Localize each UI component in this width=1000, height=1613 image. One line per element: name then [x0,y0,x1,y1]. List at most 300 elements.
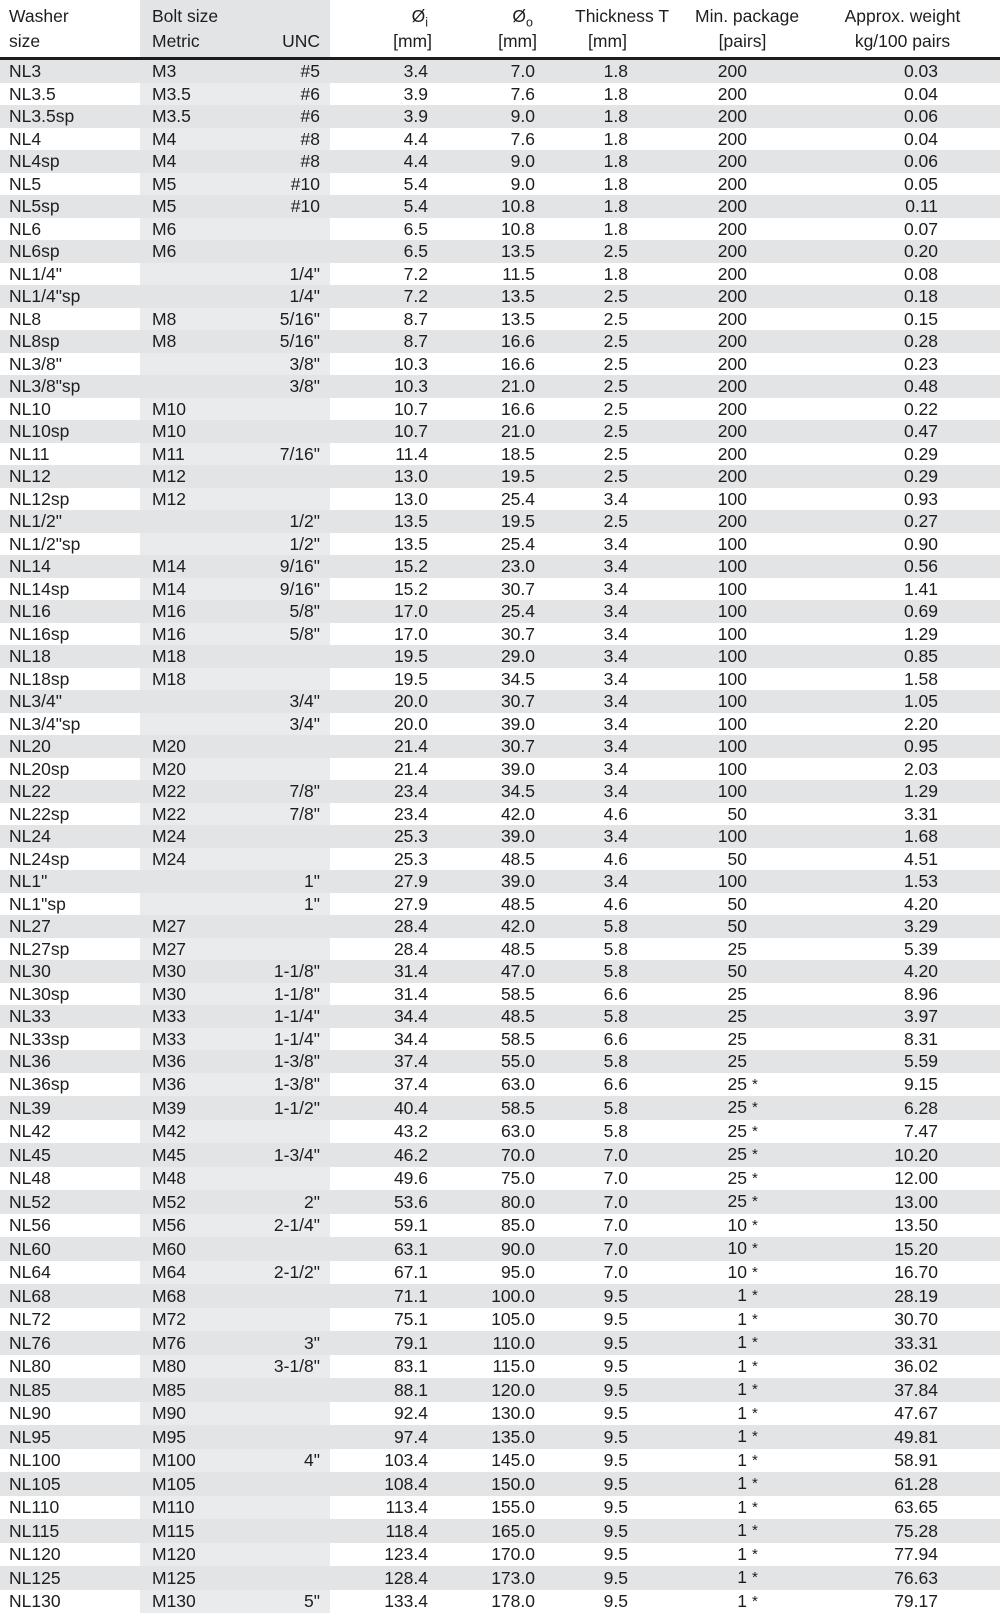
package-star: * [747,1332,772,1355]
bolt-unc-cell [242,1472,330,1496]
thickness-cell: 9.5 [545,1566,640,1590]
bolt-metric-cell: M45 [140,1143,242,1167]
outer-diameter-cell: 115.0 [440,1355,545,1379]
washer-size-cell: NL72 [0,1308,140,1332]
outer-diameter-cell: 58.5 [440,1096,545,1120]
weight-cell: 8.96 [790,983,1000,1006]
table-row [0,173,1000,196]
weight-cell: 63.65 [790,1496,1000,1520]
bolt-metric-cell: M115 [140,1519,242,1543]
table-row [0,915,1000,938]
package-star: * [747,1403,772,1426]
min-package-cell [640,623,790,646]
inner-diameter-cell: 28.4 [330,915,440,938]
min-package-cell [640,1331,790,1355]
inner-diameter-cell: 13.0 [330,488,440,511]
outer-diameter-cell: 13.5 [440,308,545,331]
weight-cell: 13.00 [790,1190,1000,1214]
thickness-cell: 2.5 [545,375,640,398]
table-row [0,1096,1000,1120]
min-package-value: 200 [718,354,747,374]
package-star: * [747,1238,772,1261]
inner-diameter-cell: 40.4 [330,1096,440,1120]
bolt-metric-cell: M22 [140,780,242,803]
outer-diameter-cell: 155.0 [440,1496,545,1520]
thickness-cell: 5.8 [545,1005,640,1028]
thickness-cell: 2.5 [545,353,640,376]
washer-size-cell: NL115 [0,1519,140,1543]
min-package-cell [640,803,790,826]
bolt-unc-cell [242,1402,330,1426]
thickness-cell: 7.0 [545,1143,640,1167]
min-package-cell [640,1120,790,1144]
header-thickness [545,0,640,59]
washer-size-cell: NL95 [0,1425,140,1449]
min-package-value: 10 [728,1215,747,1235]
outer-diameter-symbol: $Ø_o$ [440,4,537,29]
washer-size-cell: NL36 [0,1050,140,1073]
outer-diameter-cell: 30.7 [440,623,545,646]
outer-diameter-cell: 10.8 [440,195,545,218]
thickness-cell: 1.8 [545,105,640,128]
inner-diameter-cell: 37.4 [330,1050,440,1073]
table-row [0,465,1000,488]
bolt-unc-cell: 1" [242,870,330,893]
inner-diameter-cell: 79.1 [330,1331,440,1355]
bolt-unc-cell: 5/8" [242,600,330,623]
inner-diameter-cell: 20.0 [330,713,440,736]
header-min-package-label: Min. package [695,4,790,29]
inner-diameter-cell: 97.4 [330,1425,440,1449]
min-package-value: 200 [718,376,747,396]
table-row [0,240,1000,263]
inner-diameter-cell: 63.1 [330,1237,440,1261]
min-package-cell [640,668,790,691]
min-package-value: 25 [728,1097,747,1117]
weight-cell: 0.04 [790,128,1000,151]
thickness-cell: 9.5 [545,1543,640,1567]
min-package-value: 25 [728,984,747,1004]
bolt-metric-cell: M24 [140,848,242,871]
weight-cell: 33.31 [790,1331,1000,1355]
min-package-cell [640,375,790,398]
table-row [0,1143,1000,1167]
washer-size-cell: NL20sp [0,758,140,781]
bolt-metric-cell: M3 [140,59,242,83]
washer-size-cell: NL8 [0,308,140,331]
min-package-value: 100 [718,691,747,711]
washer-size-cell: NL3/4"sp [0,713,140,736]
outer-diameter-cell: 34.5 [440,780,545,803]
outer-diameter-cell: 80.0 [440,1190,545,1214]
min-package-cell [640,1028,790,1051]
bolt-unc-cell: 3/8" [242,353,330,376]
package-star: * [747,1309,772,1332]
bolt-metric-cell: M64 [140,1261,242,1285]
weight-cell: 1.53 [790,870,1000,893]
bolt-unc-cell: 3" [242,1331,330,1355]
min-package-cell [640,1425,790,1449]
washer-size-cell: NL30 [0,960,140,983]
min-package-cell [640,510,790,533]
bolt-metric-cell: M56 [140,1214,242,1238]
bolt-unc-cell: 5/16" [242,330,330,353]
washer-size-cell: NL3/8"sp [0,375,140,398]
weight-cell: 0.11 [790,195,1000,218]
thickness-cell: 3.4 [545,758,640,781]
weight-cell: 1.41 [790,578,1000,601]
bolt-metric-cell: M48 [140,1167,242,1191]
thickness-cell: 7.0 [545,1190,640,1214]
min-package-value: 1 [737,1426,747,1446]
table-row [0,960,1000,983]
min-package-value: 100 [718,759,747,779]
min-package-cell [640,353,790,376]
washer-size-cell: NL100 [0,1449,140,1473]
weight-cell: 1.58 [790,668,1000,691]
washer-size-cell: NL18 [0,645,140,668]
table-row [0,398,1000,421]
min-package-cell [640,195,790,218]
bolt-unc-cell [242,488,330,511]
outer-diameter-cell: 165.0 [440,1519,545,1543]
outer-diameter-cell: 95.0 [440,1261,545,1285]
thickness-cell: 6.6 [545,1028,640,1051]
bolt-unc-cell: #6 [242,83,330,106]
table-row [0,758,1000,781]
bolt-unc-cell: 3/4" [242,690,330,713]
washer-size-cell: NL39 [0,1096,140,1120]
min-package-value: 200 [718,106,747,126]
package-star: * [747,1144,772,1167]
outer-diameter-cell: 110.0 [440,1331,545,1355]
thickness-cell: 1.8 [545,173,640,196]
washer-size-cell: NL18sp [0,668,140,691]
bolt-metric-cell: M4 [140,150,242,173]
bolt-metric-cell: M33 [140,1028,242,1051]
bolt-unc-cell: 5/8" [242,623,330,646]
bolt-unc-cell [242,1378,330,1402]
weight-cell: 0.47 [790,420,1000,443]
bolt-unc-cell: 1/4" [242,263,330,286]
inner-diameter-cell: 3.4 [330,59,440,83]
min-package-value: 1 [737,1285,747,1305]
table-row [0,600,1000,623]
outer-diameter-cell: 9.0 [440,173,545,196]
inner-diameter-cell: 17.0 [330,623,440,646]
table-row [0,1028,1000,1051]
bolt-unc-cell: #6 [242,105,330,128]
inner-diameter-cell: 8.7 [330,330,440,353]
bolt-metric-cell: M20 [140,758,242,781]
bolt-metric-cell: M52 [140,1190,242,1214]
outer-diameter-cell: 48.5 [440,893,545,916]
bolt-unc-cell: 1-1/2" [242,1096,330,1120]
weight-cell: 0.07 [790,218,1000,241]
header-outer-diameter [440,0,545,59]
bolt-unc-cell [242,668,330,691]
inner-diameter-cell: 25.3 [330,848,440,871]
weight-cell: 77.94 [790,1543,1000,1567]
min-package-cell [640,105,790,128]
header-approx-weight-unit: kg/100 pairs [805,29,1000,54]
bolt-unc-cell [242,240,330,263]
table-row [0,105,1000,128]
table-row [0,893,1000,916]
bolt-metric-cell: M22 [140,803,242,826]
outer-diameter-cell: 23.0 [440,555,545,578]
inner-diameter-cell: 113.4 [330,1496,440,1520]
table-row [0,285,1000,308]
min-package-value: 100 [718,669,747,689]
washer-size-cell: NL68 [0,1284,140,1308]
min-package-cell [640,173,790,196]
weight-cell: 16.70 [790,1261,1000,1285]
table-row [0,983,1000,1006]
weight-cell: 1.05 [790,690,1000,713]
outer-diameter-cell: 150.0 [440,1472,545,1496]
thickness-cell: 1.8 [545,263,640,286]
inner-diameter-cell: 25.3 [330,825,440,848]
weight-cell: 12.00 [790,1167,1000,1191]
thickness-cell: 3.4 [545,735,640,758]
washer-size-cell: NL12 [0,465,140,488]
bolt-unc-cell: #10 [242,195,330,218]
bolt-metric-cell: M120 [140,1543,242,1567]
inner-diameter-cell: 67.1 [330,1261,440,1285]
bolt-metric-cell: M27 [140,915,242,938]
bolt-unc-cell: 1" [242,893,330,916]
bolt-unc-cell [242,465,330,488]
min-package-cell [640,240,790,263]
bolt-metric-cell [140,353,242,376]
bolt-metric-cell: M14 [140,578,242,601]
outer-diameter-cell: 16.6 [440,398,545,421]
bolt-unc-cell: 5" [242,1590,330,1613]
min-package-cell [640,983,790,1006]
package-star: * [747,1097,772,1120]
table-row [0,555,1000,578]
min-package-cell [640,443,790,466]
washer-size-cell: NL33sp [0,1028,140,1051]
min-package-value: 100 [718,781,747,801]
min-package-value: 50 [728,849,747,869]
min-package-cell [640,465,790,488]
min-package-cell [640,690,790,713]
bolt-metric-cell [140,533,242,556]
package-star: * [747,1379,772,1402]
thickness-cell: 3.4 [545,870,640,893]
outer-diameter-cell: 9.0 [440,105,545,128]
bolt-metric-cell: M12 [140,488,242,511]
outer-diameter-cell: 135.0 [440,1425,545,1449]
thickness-cell: 3.4 [545,690,640,713]
min-package-cell [640,1519,790,1543]
weight-cell: 76.63 [790,1566,1000,1590]
washer-size-cell: NL3 [0,59,140,83]
thickness-cell: 3.4 [545,533,640,556]
outer-diameter-cell: 16.6 [440,353,545,376]
thickness-cell: 7.0 [545,1237,640,1261]
min-package-cell [640,1590,790,1613]
bolt-unc-cell: #5 [242,59,330,83]
thickness-cell: 3.4 [545,488,640,511]
thickness-cell: 1.8 [545,128,640,151]
inner-diameter-cell: 15.2 [330,555,440,578]
min-package-value: 100 [718,736,747,756]
thickness-cell: 7.0 [545,1167,640,1191]
bolt-metric-cell: M39 [140,1096,242,1120]
inner-diameter-cell: 34.4 [330,1005,440,1028]
outer-diameter-cell: 170.0 [440,1543,545,1567]
outer-diameter-cell: 58.5 [440,983,545,1006]
inner-diameter-cell: 133.4 [330,1590,440,1613]
bolt-metric-cell: M90 [140,1402,242,1426]
bolt-unc-cell [242,1120,330,1144]
thickness-cell: 3.4 [545,668,640,691]
min-package-cell [640,848,790,871]
thickness-cell: 2.5 [545,443,640,466]
washer-size-cell: NL60 [0,1237,140,1261]
min-package-value: 200 [718,466,747,486]
inner-diameter-cell: 4.4 [330,150,440,173]
bolt-unc-cell: #10 [242,173,330,196]
min-package-value: 1 [737,1450,747,1470]
table-row [0,1566,1000,1590]
bolt-metric-cell: M18 [140,645,242,668]
inner-diameter-cell: 13.5 [330,510,440,533]
min-package-value: 1 [737,1332,747,1352]
table-row [0,1190,1000,1214]
weight-cell: 9.15 [790,1073,1000,1097]
table-header [0,0,1000,59]
washer-size-cell: NL3.5sp [0,105,140,128]
bolt-metric-cell: M125 [140,1566,242,1590]
washer-size-cell: NL27sp [0,938,140,961]
table-row [0,1073,1000,1097]
bolt-metric-cell: M4 [140,128,242,151]
package-star: * [747,1567,772,1590]
min-package-cell [640,1214,790,1238]
weight-cell: 0.06 [790,105,1000,128]
table-body [0,59,1000,1613]
weight-cell: 7.47 [790,1120,1000,1144]
bolt-unc-cell: #8 [242,128,330,151]
bolt-unc-cell: 1-3/8" [242,1073,330,1097]
weight-cell: 36.02 [790,1355,1000,1379]
package-star: * [747,1215,772,1238]
washer-size-cell: NL22sp [0,803,140,826]
washer-size-cell: NL5 [0,173,140,196]
table-row [0,1449,1000,1473]
min-package-value: 100 [718,579,747,599]
thickness-cell: 9.5 [545,1308,640,1332]
min-package-cell [640,825,790,848]
bolt-metric-cell: M60 [140,1237,242,1261]
table-row [0,780,1000,803]
inner-diameter-cell: 27.9 [330,893,440,916]
table-row [0,848,1000,871]
inner-diameter-cell: 13.5 [330,533,440,556]
weight-cell: 0.28 [790,330,1000,353]
min-package-cell [640,555,790,578]
min-package-value: 200 [718,174,747,194]
inner-diameter-cell: 19.5 [330,668,440,691]
table-row [0,1378,1000,1402]
min-package-value: 200 [718,61,747,81]
weight-cell: 37.84 [790,1378,1000,1402]
outer-diameter-cell: 39.0 [440,758,545,781]
inner-diameter-cell: 3.9 [330,105,440,128]
weight-cell: 0.03 [790,59,1000,83]
washer-size-cell: NL3/4" [0,690,140,713]
min-package-value: 1 [737,1403,747,1423]
washer-size-cell: NL120 [0,1543,140,1567]
outer-diameter-cell: 7.6 [440,83,545,106]
washer-size-cell: NL16 [0,600,140,623]
bolt-unc-cell: 1/2" [242,510,330,533]
table-row [0,645,1000,668]
table-row [0,1214,1000,1238]
washer-size-cell: NL80 [0,1355,140,1379]
package-star: * [747,1426,772,1449]
weight-cell: 15.20 [790,1237,1000,1261]
outer-diameter-cell: 25.4 [440,533,545,556]
bolt-metric-cell [140,285,242,308]
outer-diameter-cell: 70.0 [440,1143,545,1167]
table-row [0,263,1000,286]
min-package-value: 100 [718,489,747,509]
washer-size-cell: NL5sp [0,195,140,218]
bolt-metric-cell [140,510,242,533]
inner-diameter-cell: 46.2 [330,1143,440,1167]
washer-size-cell: NL27 [0,915,140,938]
min-package-value: 200 [718,196,747,216]
thickness-cell: 9.5 [545,1425,640,1449]
bolt-metric-cell: M6 [140,240,242,263]
thickness-cell: 4.6 [545,893,640,916]
weight-cell: 6.28 [790,1096,1000,1120]
inner-diameter-cell: 128.4 [330,1566,440,1590]
package-star: * [747,1285,772,1308]
min-package-value: 100 [718,714,747,734]
thickness-cell: 4.6 [545,803,640,826]
bolt-metric-cell: M68 [140,1284,242,1308]
min-package-cell [640,578,790,601]
bolt-metric-cell [140,893,242,916]
package-star: * [747,1356,772,1379]
min-package-value: 200 [718,309,747,329]
weight-cell: 0.90 [790,533,1000,556]
min-package-value: 100 [718,624,747,644]
washer-size-cell: NL90 [0,1402,140,1426]
bolt-unc-cell [242,1519,330,1543]
bolt-unc-cell: 9/16" [242,578,330,601]
washer-size-cell: NL14sp [0,578,140,601]
outer-diameter-cell: 173.0 [440,1566,545,1590]
inner-diameter-cell: 103.4 [330,1449,440,1473]
bolt-unc-cell: 3/8" [242,375,330,398]
header-outer-diameter-unit: [mm] [440,29,537,54]
outer-diameter-cell: 34.5 [440,668,545,691]
thickness-cell: 3.4 [545,623,640,646]
bolt-unc-cell [242,218,330,241]
bolt-unc-cell [242,1496,330,1520]
thickness-cell: 2.5 [545,240,640,263]
washer-size-cell: NL1/4"sp [0,285,140,308]
min-package-value: 200 [718,421,747,441]
table-row [0,420,1000,443]
